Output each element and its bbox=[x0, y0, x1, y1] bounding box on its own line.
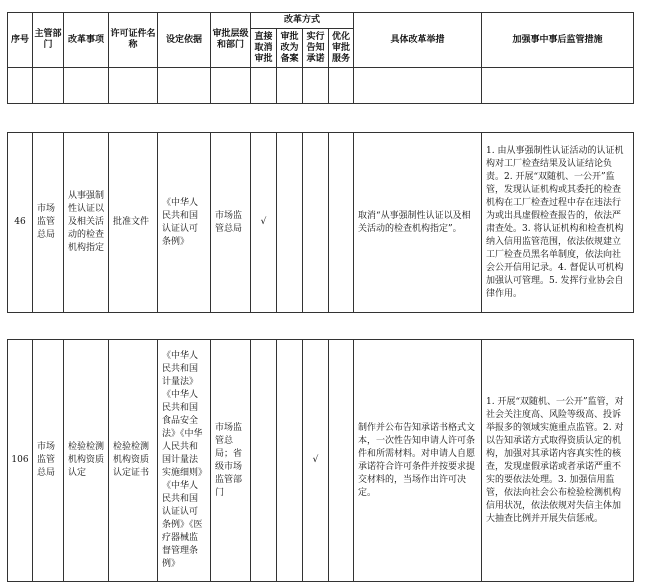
row-supervision: 1. 由从事强制性认证活动的认证机构对工厂检查结果及认证结论负责。2. 开展“双随机、一公开”监管，发现认证机构或其委托的检查机构在工厂检查过程中存在违法行为或出具虚假检查报告的，依法严肃查处。3. 将认证机构和检查机构纳入信用监管范围，依法依规建立工厂检查员黑名单制度，依法向社会公开信用记录。4. 督促认可机构加强认可管理。5. 发挥行业协会自律作用。 bbox=[482, 133, 634, 313]
header-level: 审批层级和部门 bbox=[211, 13, 251, 68]
row-license: 批准文件 bbox=[109, 133, 158, 313]
row-106-table bbox=[7, 339, 634, 582]
table-row bbox=[8, 340, 634, 582]
row-measures: 取消“从事强制性认证以及相关活动的检查机构指定”。 bbox=[354, 133, 482, 313]
header-license: 许可证件名称 bbox=[109, 13, 158, 68]
row-basis: 《中华人民共和国计量法》《中华人民共和国食品安全法》《中华人民共和国计量法实施细则》《中华人民共和国认证认可条例》《医疗器械监督管理条例》 bbox=[158, 340, 211, 582]
row-dept: 市场监管总局 bbox=[33, 133, 64, 313]
row-mark-optimize bbox=[329, 340, 354, 582]
header-mode-record: 审批改为备案 bbox=[277, 29, 303, 68]
header-no: 序号 bbox=[8, 13, 33, 68]
row-46-table bbox=[7, 132, 634, 313]
row-measures: 制作并公布告知承诺书格式文本，一次性告知申请人许可条件和所需材料。对申请人自愿承诺符合许可条件并按要求提交材料的，当场作出许可决定。 bbox=[354, 340, 482, 582]
section-gap-2 bbox=[7, 313, 634, 339]
row-level: 市场监管总局；省级市场监管部门 bbox=[211, 340, 251, 582]
header-dept: 主管部门 bbox=[33, 13, 64, 68]
reform-table-wrapper bbox=[7, 12, 634, 582]
header-row bbox=[8, 13, 634, 29]
row-mark-optimize bbox=[329, 133, 354, 313]
header-mode-notify: 实行告知承诺 bbox=[303, 29, 329, 68]
row-mark-cancel: √ bbox=[251, 133, 277, 313]
row-mark-record bbox=[277, 133, 303, 313]
header-measures: 具体改革举措 bbox=[354, 13, 482, 68]
section-gap bbox=[7, 104, 634, 132]
gap-row bbox=[8, 68, 634, 104]
row-item: 从事强制性认证以及相关活动的检查机构指定 bbox=[64, 133, 109, 313]
row-mark-notify bbox=[303, 133, 329, 313]
header-mode: 改革方式 bbox=[251, 13, 354, 29]
table-row bbox=[8, 133, 634, 313]
header-basis: 设定依据 bbox=[158, 13, 211, 68]
row-dept: 市场监管总局 bbox=[33, 340, 64, 582]
row-license: 检验检测机构资质认定证书 bbox=[109, 340, 158, 582]
row-no: 106 bbox=[8, 340, 33, 582]
row-mark-cancel bbox=[251, 340, 277, 582]
header-supervision: 加强事中事后监管措施 bbox=[482, 13, 634, 68]
header-mode-cancel: 直接取消审批 bbox=[251, 29, 277, 68]
row-mark-notify: √ bbox=[303, 340, 329, 582]
row-no: 46 bbox=[8, 133, 33, 313]
row-level: 市场监管总局 bbox=[211, 133, 251, 313]
reform-table bbox=[7, 12, 634, 104]
row-mark-record bbox=[277, 340, 303, 582]
row-item: 检验检测机构资质认定 bbox=[64, 340, 109, 582]
header-mode-optimize: 优化审批服务 bbox=[329, 29, 354, 68]
row-supervision: 1. 开展“双随机、一公开”监管，对社会关注度高、风险等级高、投诉举报多的领域实施重点监管。2. 对以告知承诺方式取得资质认定的机构，加强对其承诺内容真实性的核查，发现虚假承诺或者承诺严重不实的要依法处理。3. 加强信用监管，依法向社会公布检验检测机构信用状况，依法依规对失信主体加大抽查比例并开展失信惩戒。 bbox=[482, 340, 634, 582]
header-item: 改革事项 bbox=[64, 13, 109, 68]
row-basis: 《中华人民共和国认证认可条例》 bbox=[158, 133, 211, 313]
